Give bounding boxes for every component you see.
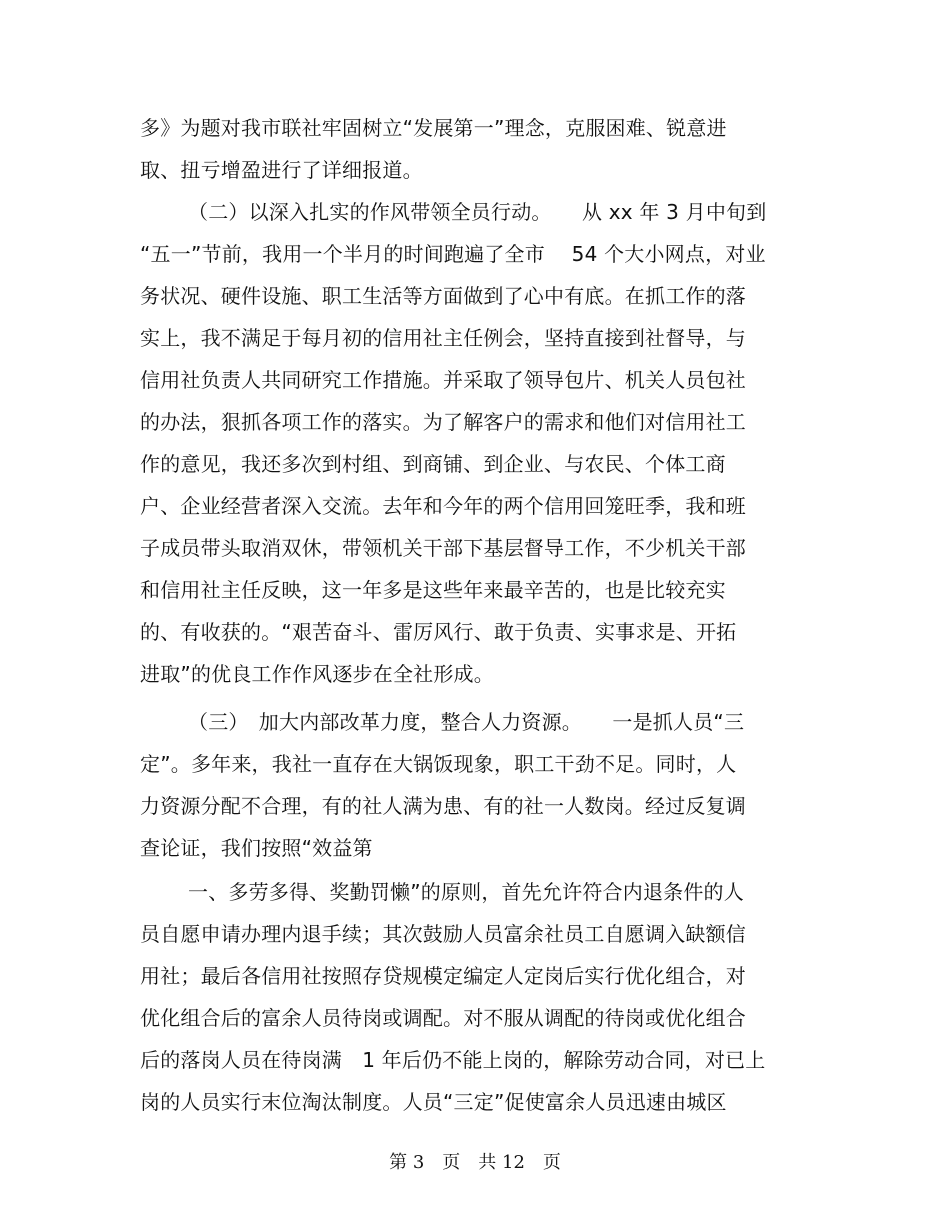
text-line-22: 优化组合后的富余人员待岗或调配。对不服从调配的待岗或优化组合 [140, 1006, 746, 1030]
text-line-3: （二）以深入扎实的作风带领全员行动。 从 xx 年 3 月中旬到 [188, 200, 767, 224]
text-line-7: 信用社负责人共同研究工作措施。并采取了领导包片、机关人员包社 [140, 368, 746, 392]
text-line-20: 员自愿申请办理内退手续；其次鼓励人员富余社员工自愿调入缺额信 [140, 922, 746, 946]
text-line-12: 和信用社主任反映，这一年多是这些年来最辛苦的，也是比较充实 [140, 578, 726, 602]
page-number-footer: 第 3 页 共 12 页 [389, 1152, 561, 1173]
text-line-8: 的办法，狠抓各项工作的落实。为了解客户的需求和他们对信用社工 [140, 410, 746, 434]
text-line-4: “五一”节前，我用一个半月的时间跑遍了全市 54 个大小网点，对业 [140, 242, 766, 266]
text-line-9: 作的意见，我还多次到村组、到商铺、到企业、与农民、个体工商 [140, 452, 726, 476]
text-line-6: 实上，我不满足于每月初的信用社主任例会，坚持直接到社督导，与 [140, 326, 746, 350]
text-line-21: 用社；最后各信用社按照存贷规模定编定人定岗后实行优化组合，对 [140, 964, 746, 988]
text-line-23: 后的落岗人员在待岗满 1 年后仍不能上岗的，解除劳动合同，对已上 [140, 1048, 766, 1072]
text-line-15: （三） 加大内部改革力度，整合人力资源。 一是抓人员“三 [188, 710, 745, 734]
text-line-1: 多》为题对我市联社牢固树立“发展第一”理念，克服困难、锐意进 [140, 116, 727, 140]
text-line-19: 一、多劳多得、奖勤罚懒”的原则，首先允许符合内退条件的人 [188, 880, 744, 904]
text-line-10: 户、企业经营者深入交流。去年和今年的两个信用回笼旺季，我和班 [140, 494, 746, 518]
text-line-16: 定”。多年来，我社一直存在大锅饭现象，职工干劲不足。同时，人 [140, 752, 737, 776]
text-line-17: 力资源分配不合理，有的社人满为患、有的社一人数岗。经过反复调 [140, 794, 746, 818]
text-line-11: 子成员带头取消双休，带领机关干部下基层督导工作，不少机关干部 [140, 536, 746, 560]
text-line-18: 查论证，我们按照“效益第 [140, 836, 373, 860]
text-line-14: 进取”的优良工作作风逐步在全社形成。 [140, 662, 494, 686]
text-line-13: 的、有收获的。“艰苦奋斗、雷厉风行、敢于负责、实事求是、开拓 [140, 620, 737, 644]
text-line-5: 务状况、硬件设施、职工生活等方面做到了心中有底。在抓工作的落 [140, 284, 746, 308]
text-line-2: 取、扭亏增盈进行了详细报道。 [140, 158, 423, 182]
text-line-24: 岗的人员实行末位淘汰制度。人员“三定”促使富余人员迅速由城区 [140, 1090, 727, 1114]
